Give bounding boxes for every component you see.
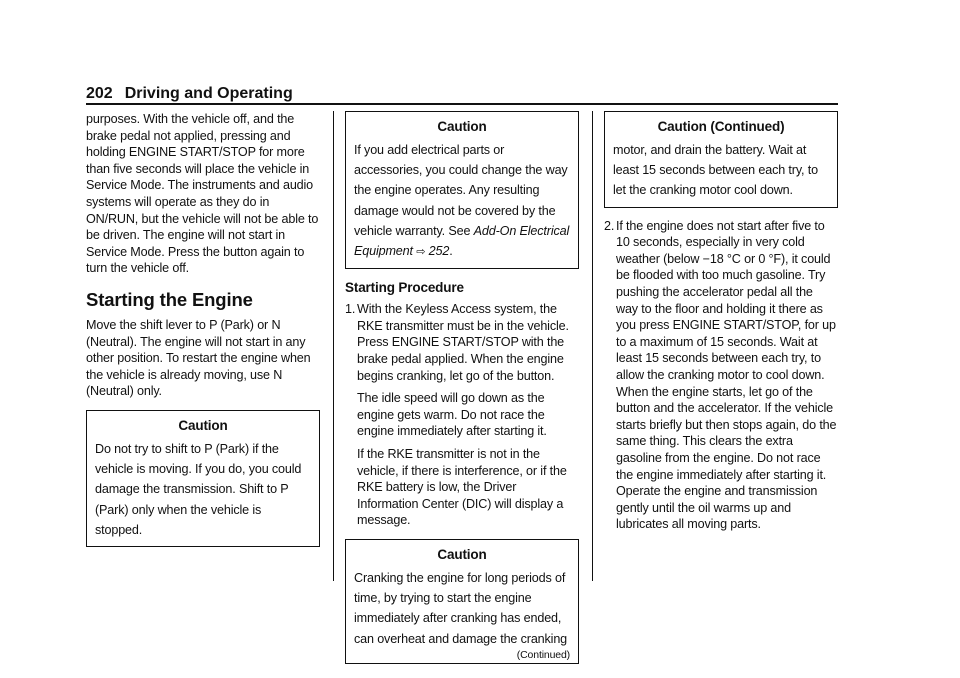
continued-label: (Continued)	[516, 648, 570, 661]
step-text: With the Keyless Access system, the RKE transmitter must be in the vehicle. Press ENGINE START/STOP with the brake pedal applied. When the engine begins cranking, let go of the button.	[357, 302, 569, 383]
step-number: 2.	[604, 218, 615, 233]
section-title: Starting the Engine	[86, 288, 253, 310]
caution-box	[345, 111, 579, 269]
caution-title: Caution	[437, 546, 487, 562]
subsection-title: Starting Procedure	[345, 280, 464, 296]
column-3	[604, 111, 838, 533]
caution-text-body: If you add electrical parts or accessories, you could change the way the engine operates. Any resulting damage would not be covered by the vehicle warranty. See	[354, 143, 568, 238]
caution-text-end: .	[449, 244, 453, 259]
cross-reference-link[interactable]: Add-On Electrical Equipment	[354, 223, 570, 259]
page-ref-arrow-icon: ⇨	[416, 246, 426, 259]
section-heading: Driving and Operating	[124, 85, 293, 102]
step-number: 1.	[345, 302, 356, 317]
step-paragraph: The idle speed will go down as the engine gets warm. Do not race the engine immediately after starting it.	[357, 391, 547, 439]
column-divider-1	[333, 111, 334, 581]
caution-box	[86, 410, 320, 547]
caution-box	[345, 539, 579, 664]
column-1	[86, 111, 320, 557]
column-divider-2	[592, 111, 593, 581]
caution-text: Cranking the engine for long periods of time, by trying to start the engine immediately after cranking has ended, can overheat and damage the cranking	[354, 570, 568, 646]
caution-text	[354, 140, 570, 262]
page-number: 202	[86, 85, 113, 102]
body-paragraph: Move the shift lever to P (Park) or N (Neutral). The engine will not start in any other position. To restart the engine when the vehicle is already moving, use N (Neutral) only.	[86, 317, 311, 399]
procedure-steps	[604, 218, 838, 533]
intro-paragraph: purposes. With the vehicle off, and the brake pedal not applied, pressing and holding ENGINE START/STOP for more than five seconds will place the vehicle in Service Mode. The instruments and audio systems will operate as they do in ON/RUN, but the vehicle will not be able to be driven. The engine will not start in Service Mode. Press the button again to turn the vehicle off.	[86, 112, 319, 276]
column-2	[345, 111, 579, 674]
step-text: If the engine does not start after five to 10 seconds, especially in very cold weather (below −18 °C or 0 °F), it could be flooded with too much gasoline. Try pushing the accelerator pedal all the way to the floor and holding it there as you press ENGINE START/STOP, for up to a maximum of 15 seconds. Wait at least 15 seconds between each try, to allow the cranking motor to cool down. When the engine starts, let go of the button and the accelerator. If the vehicle starts briefly but then stops again, do the same thing. This clears the extra gasoline from the engine. Do not race the engine immediately after starting it. Operate the engine and transmission gently until the oil warms up and lubricates all moving parts.	[616, 218, 837, 532]
cross-reference-page[interactable]: 252	[428, 244, 450, 259]
procedure-steps	[345, 301, 579, 529]
caution-text: motor, and drain the battery. Wait at least 15 seconds between each try, to let the cranking motor cool down.	[613, 143, 818, 198]
step-paragraph: If the RKE transmitter is not in the vehicle, if there is interference, or if the RKE battery is low, the Driver Information Center (DIC) will display a message.	[357, 446, 567, 528]
step-item	[345, 301, 579, 529]
caution-title: Caution	[178, 417, 228, 433]
page-header	[86, 84, 838, 104]
header-divider	[86, 103, 838, 105]
caution-title: Caution (Continued)	[657, 119, 785, 134]
caution-title: Caution	[437, 119, 487, 134]
caution-box	[604, 111, 838, 208]
caution-text: Do not try to shift to P (Park) if the vehicle is moving. If you do, you could damage the transmission. Shift to P (Park) only when the vehicle is stopped.	[95, 441, 302, 537]
step-item	[604, 218, 838, 533]
